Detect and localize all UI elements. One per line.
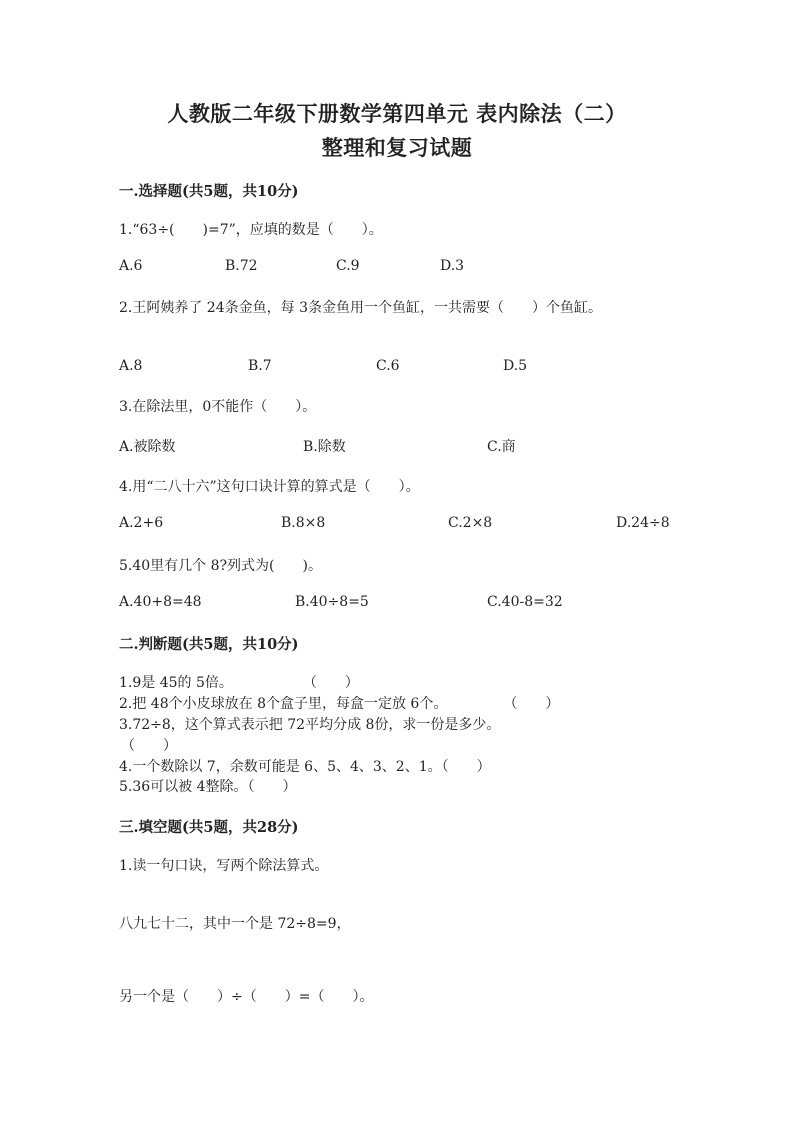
option-2c: C.6 [376,358,400,374]
option-4c: C.2×8 [448,515,493,531]
fill-question-1-given: 八九七十二，其中一个是 72÷8=9， [119,916,351,932]
option-1b: B.72 [225,258,258,274]
option-4d: D.24÷8 [616,515,670,531]
question-2: 2.王阿姨养了 24条金鱼，每 3条金鱼用一个鱼缸，一共需要（ ）个鱼缸。 [119,300,602,316]
option-5a: A.40+8=48 [119,594,202,610]
option-1a: A.6 [119,258,143,274]
page-title: 人教版二年级下册数学第四单元 表内除法（二） [167,101,627,126]
question-5: 5.40里有几个 8?列式为( )。 [119,558,322,574]
option-5c: C.40-8=32 [487,594,563,610]
judge-item-3: 3.72÷8，这个算式表示把 72平均分成 8份，求一份是多少。 [119,717,501,733]
option-2d: D.5 [503,358,528,374]
judge-item-5: 5.36可以被 4整除。（ ） [119,779,297,795]
judge-item-3-bracket: （ ） [121,738,177,754]
option-1c: C.9 [336,258,360,274]
option-1d: D.3 [440,258,465,274]
option-2a: A.8 [119,358,143,374]
option-4b: B.8×8 [281,515,326,531]
section-heading-fill: 三.填空题(共5题，共28分) [119,819,299,836]
option-2b: B.7 [248,358,272,374]
option-4a: A.2+6 [119,515,164,531]
judge-item-4: 4.一个数除以 7，余数可能是 6、5、4、3、2、1。（ ） [119,759,491,775]
question-4: 4.用“二八十六”这句口诀计算的算式是（ ）。 [119,479,420,495]
section-heading-judge: 二.判断题(共5题，共10分) [119,636,299,653]
page-subtitle: 整理和复习试题 [321,135,473,160]
fill-question-1: 1.读一句口诀，写两个除法算式。 [119,858,329,874]
judge-item-1: 1.9是 45的 5倍。 （ ） [119,675,359,691]
section-heading-choice: 一.选择题(共5题，共10分) [119,183,299,200]
option-5b: B.40÷8=5 [295,594,369,610]
option-3c: C.商 [487,439,516,455]
option-3b: B.除数 [303,439,346,455]
judge-item-2: 2.把 48个小皮球放在 8个盒子里，每盒一定放 6个。 （ ） [119,696,560,712]
question-1: 1.“63÷( )=7”，应填的数是（ ）。 [119,222,383,238]
fill-question-1-blank: 另一个是（ ）÷（ ）=（ ）。 [119,989,374,1005]
option-3a: A.被除数 [119,439,176,455]
question-3: 3.在除法里，0不能作（ ）。 [119,399,317,415]
